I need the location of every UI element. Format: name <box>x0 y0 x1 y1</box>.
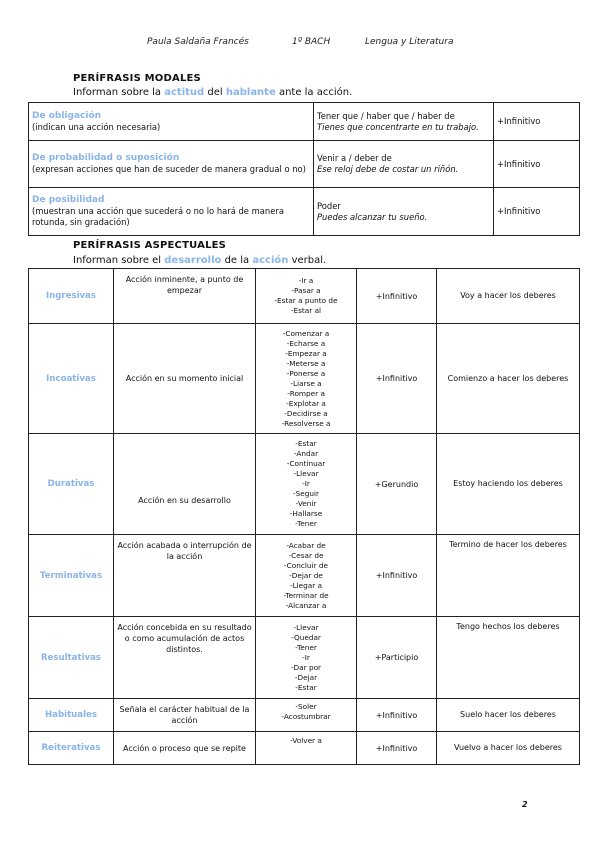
modales-subtitle: Informan sobre la actitud del hablante ante la acción. <box>73 87 353 98</box>
aspect-form: +Infinitivo <box>357 699 437 732</box>
aspectuales-subtitle: Informan sobre el desarrollo de la acción verbal. <box>73 255 327 266</box>
table-row <box>29 617 580 699</box>
modal-verbs-cell <box>314 103 494 141</box>
aspectuales-title: PERÍFRASIS ASPECTUALES <box>73 240 227 251</box>
modal-type: De probabilidad o suposición <box>32 153 180 163</box>
aspect-desc: Acción en su desarrollo <box>114 434 256 535</box>
page-number: 2 <box>522 800 528 809</box>
modal-form: +Infinitivo <box>494 188 580 236</box>
aspect-example: Comienzo a hacer los deberes <box>437 324 580 434</box>
aspect-example: Tengo hechos los deberes <box>437 617 580 699</box>
modal-example: Puedes alcanzar tu sueño. <box>317 211 428 222</box>
aspect-name: Durativas <box>29 434 114 535</box>
modal-desc: (expresan acciones que han de suceder de manera gradual o no) <box>32 164 306 174</box>
aspect-desc: Acción acabada o interrupción de la acción <box>114 535 256 617</box>
table-row <box>29 324 580 434</box>
aspect-verbs: -Estar -Andar -Continuar -Llevar -Ir -Seguir -Venir -Hallarse -Tener <box>256 434 357 535</box>
modal-type: De posibilidad <box>32 195 105 205</box>
modal-type: De obligación <box>32 110 102 121</box>
modal-form: +Infinitivo <box>494 141 580 188</box>
table-row <box>29 188 580 236</box>
aspect-name: Incoativas <box>29 324 114 434</box>
table-row <box>29 434 580 535</box>
aspect-name: Resultativas <box>29 617 114 699</box>
aspect-verbs: -Ir a -Pasar a -Estar a punto de -Estar al <box>256 269 357 324</box>
modales-title: PERÍFRASIS MODALES <box>73 73 201 84</box>
modal-example: Ese reloj debe de costar un riñón. <box>317 164 459 174</box>
table-row <box>29 535 580 617</box>
aspect-name: Terminativas <box>29 535 114 617</box>
aspect-desc: Acción o proceso que se repite <box>114 732 256 765</box>
aspect-name: Ingresivas <box>29 269 114 324</box>
aspectuales-table <box>28 268 580 765</box>
aspect-verbs: -Llevar -Quedar -Tener -Ir -Dar por -Dejar -Estar <box>256 617 357 699</box>
modal-form: +Infinitivo <box>494 103 580 141</box>
aspect-example: Estoy haciendo los deberes <box>437 434 580 535</box>
modal-example: Tienes que concentrarte en tu trabajo. <box>317 121 479 132</box>
aspect-example: Vuelvo a hacer los deberes <box>437 732 580 765</box>
header-subject: Lengua y Literatura <box>365 37 454 47</box>
modal-verbs: Tener que / haber que / haber de <box>317 110 455 121</box>
aspect-form: +Infinitivo <box>357 324 437 434</box>
aspect-verbs: -Soler -Acostumbrar <box>256 699 357 732</box>
modal-desc: (muestran una acción que sucederá o no lo hará de manera rotunda, sin gradación) <box>32 206 284 227</box>
aspect-form: +Participio <box>357 617 437 699</box>
table-row <box>29 141 580 188</box>
aspect-form: +Infinitivo <box>357 535 437 617</box>
aspect-desc: Acción inminente, a punto de empezar <box>114 269 256 324</box>
modal-type-cell <box>29 188 314 236</box>
table-row <box>29 699 580 732</box>
aspect-desc: Señala el carácter habitual de la acción <box>114 699 256 732</box>
aspect-form: +Infinitivo <box>357 732 437 765</box>
modal-type-cell <box>29 141 314 188</box>
header-author: Paula Saldaña Francés <box>147 37 249 47</box>
aspect-verbs: -Acabar de -Cesar de -Concluir de -Dejar de -Llegar a -Terminar de -Alcanzar a <box>256 535 357 617</box>
modal-desc: (indican una acción necesaria) <box>32 121 161 132</box>
modal-verbs-cell <box>314 188 494 236</box>
aspect-verbs: -Comenzar a -Echarse a -Empezar a -Meterse a -Ponerse a -Liarse a -Romper a -Explotar a -Decidirse a -Resolverse a <box>256 324 357 434</box>
aspect-example: Suelo hacer los deberes <box>437 699 580 732</box>
modales-table <box>28 102 580 236</box>
aspect-desc: Acción concebida en su resultado o como acumulación de actos distintos. <box>114 617 256 699</box>
modal-verbs: Poder <box>317 200 341 211</box>
table-row <box>29 269 580 324</box>
header-course: 1º BACH <box>292 37 331 47</box>
modal-type-cell <box>29 103 314 141</box>
aspect-name: Habituales <box>29 699 114 732</box>
aspect-verbs: -Volver a <box>256 732 357 765</box>
aspect-desc: Acción en su momento inicial <box>114 324 256 434</box>
aspect-example: Voy a hacer los deberes <box>437 269 580 324</box>
aspect-example: Termino de hacer los deberes <box>437 535 580 617</box>
table-row <box>29 732 580 765</box>
aspect-form: +Gerundio <box>357 434 437 535</box>
modal-verbs: Venir a / deber de <box>317 153 392 163</box>
table-row <box>29 103 580 141</box>
modal-verbs-cell <box>314 141 494 188</box>
aspect-form: +Infinitivo <box>357 269 437 324</box>
aspect-name: Reiterativas <box>29 732 114 765</box>
